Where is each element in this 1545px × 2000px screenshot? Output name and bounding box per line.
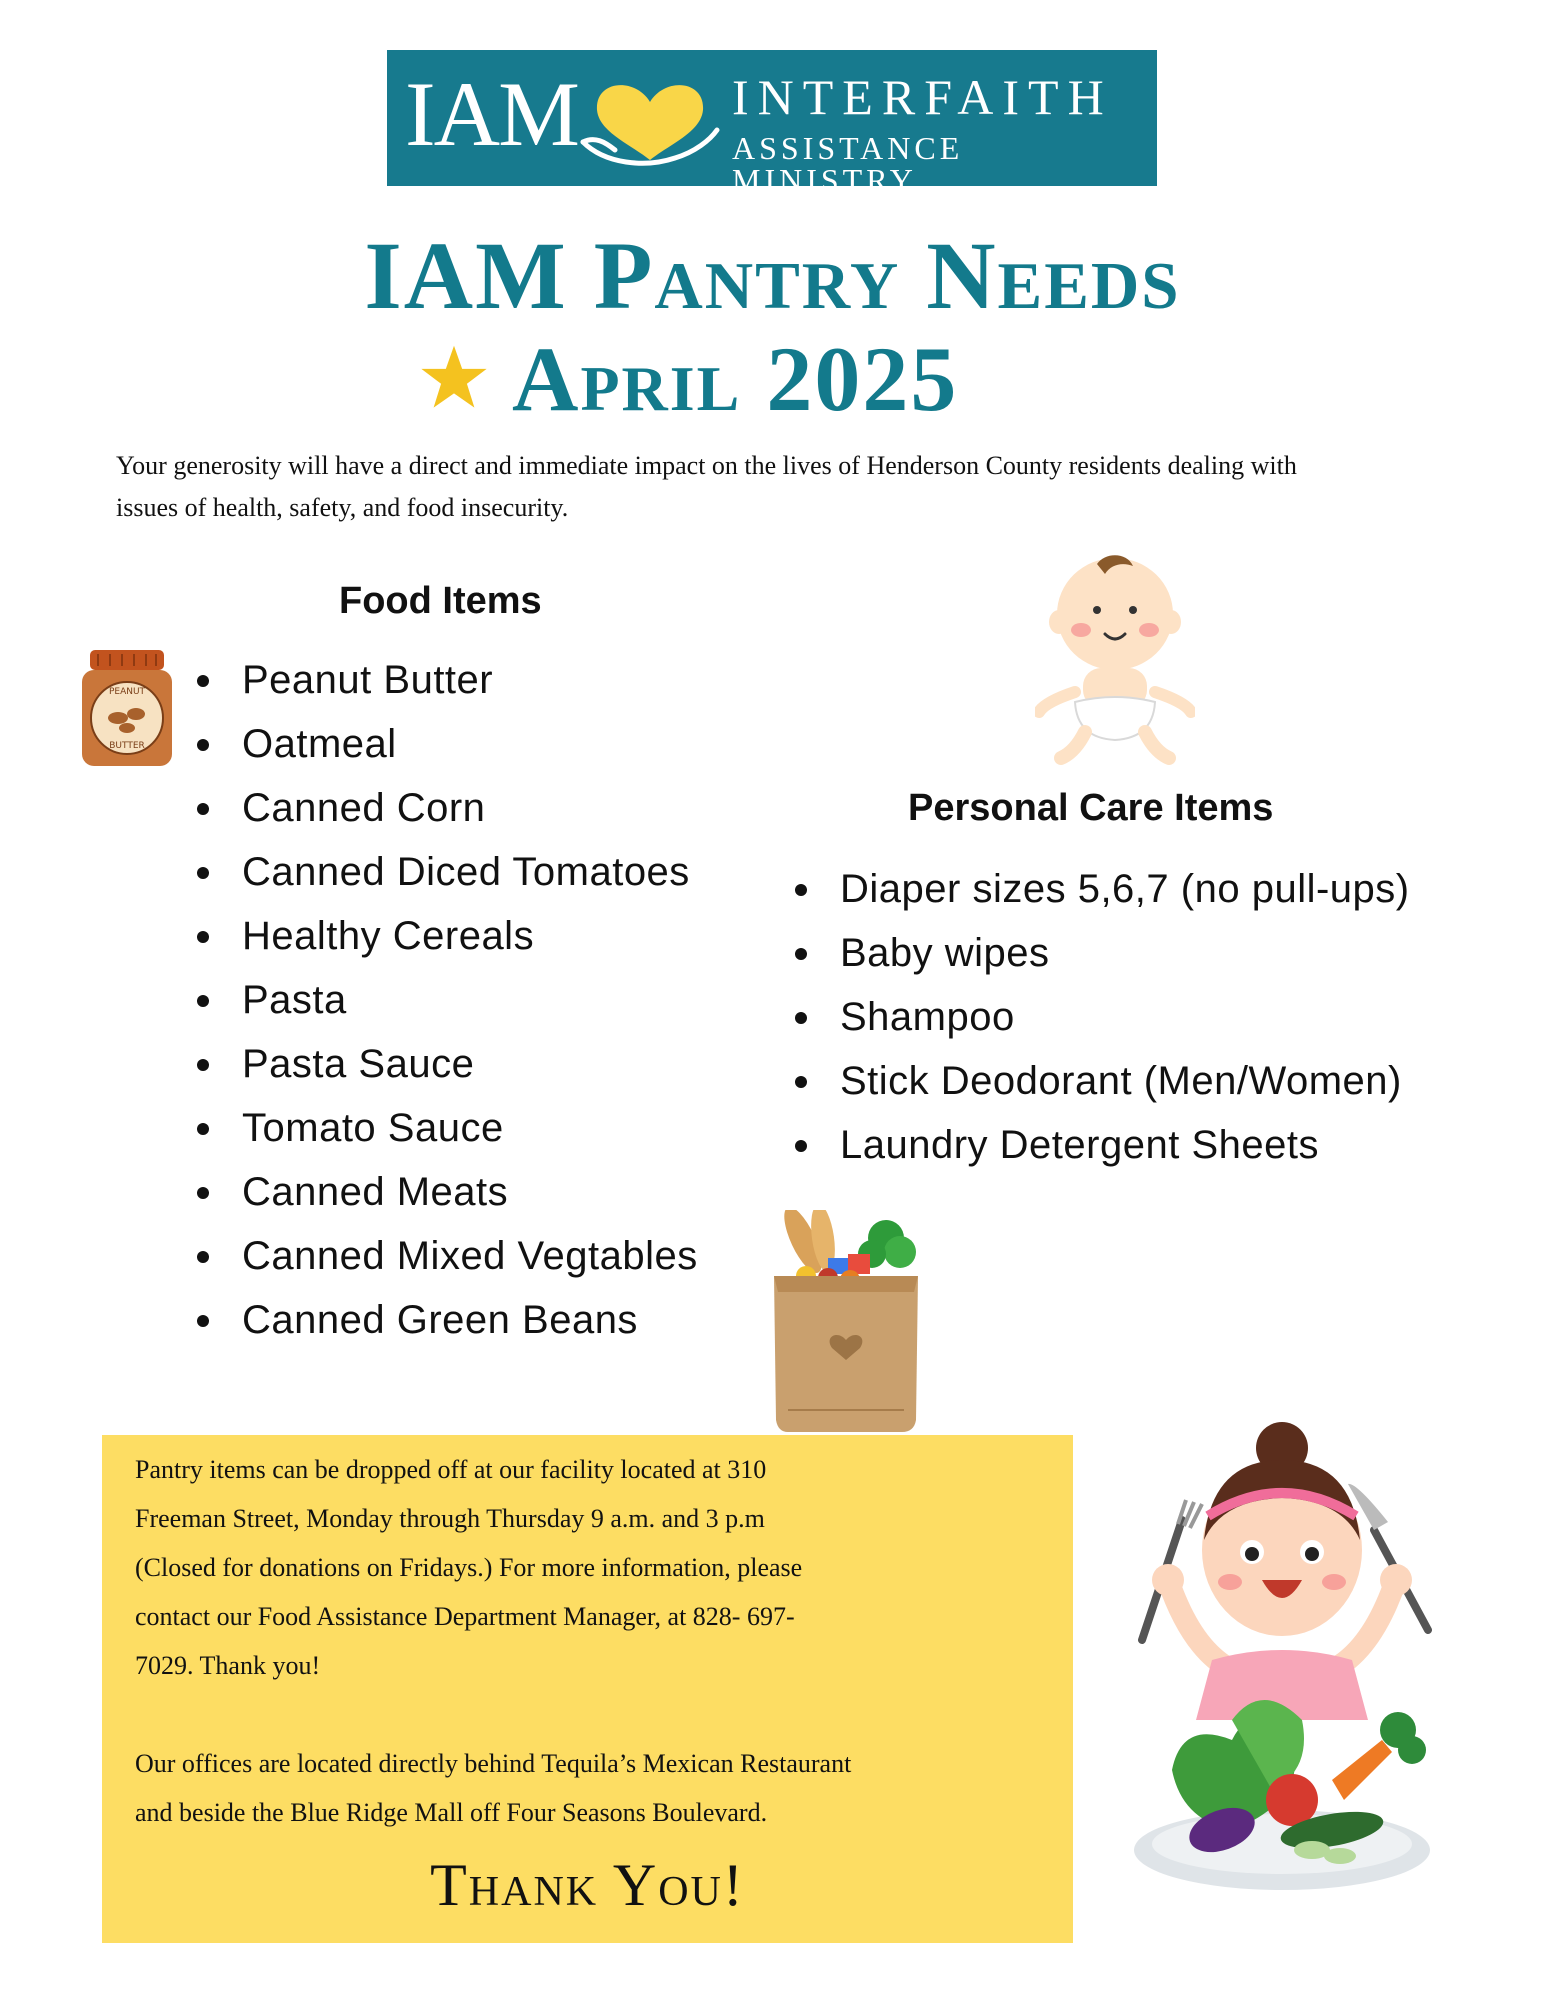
logo-line-ministry: ASSISTANCE MINISTRY <box>732 130 964 198</box>
personal-care-heading: Personal Care Items <box>908 787 1274 829</box>
logo-mark: IAM <box>405 63 578 165</box>
list-item: Stick Deodorant (Men/Women) <box>790 1049 1410 1113</box>
list-item: Canned Meats <box>192 1160 698 1224</box>
dropoff-line: contact our Food Assistance Department Manager, at 828- 697- <box>135 1602 795 1631</box>
thank-you-text: Thank You! <box>430 1852 745 1918</box>
heart-hand-icon <box>575 72 725 172</box>
page-title: IAM Pantry Needs <box>364 222 1181 329</box>
page-subtitle-date: April 2025 <box>512 328 959 430</box>
baby-in-diaper-icon <box>1035 552 1195 770</box>
list-item: Laundry Detergent Sheets <box>790 1113 1410 1177</box>
personal-care-list <box>790 857 1410 1177</box>
dropoff-info-text <box>135 1445 1035 1690</box>
office-line: Our offices are located directly behind Tequila’s Mexican Restaurant <box>135 1749 852 1778</box>
logo-banner <box>387 50 1157 198</box>
list-item: Oatmeal <box>192 712 698 776</box>
list-item: Tomato Sauce <box>192 1096 698 1160</box>
list-item: Peanut Butter <box>192 648 698 712</box>
grocery-bag-icon <box>768 1210 928 1435</box>
office-line: and beside the Blue Ridge Mall off Four Seasons Boulevard. <box>135 1798 768 1827</box>
list-item: Canned Diced Tomatoes <box>192 840 698 904</box>
list-item: Canned Mixed Vegtables <box>192 1224 698 1288</box>
dropoff-info-box <box>102 1435 1073 1943</box>
logo-line-interfaith: INTERFAITH <box>732 69 1113 125</box>
office-location-text <box>135 1739 1035 1837</box>
intro-text: Your generosity will have a direct and immediate impact on the lives of Henderson County residents dealing with issues of health, safety, and food insecurity. <box>116 451 1297 522</box>
dropoff-line: Pantry items can be dropped off at our facility located at 310 <box>135 1455 767 1484</box>
dropoff-line: (Closed for donations on Fridays.) For more information, please <box>135 1553 803 1582</box>
list-item: Canned Corn <box>192 776 698 840</box>
star-icon <box>420 343 488 411</box>
list-item: Healthy Cereals <box>192 904 698 968</box>
peanut-butter-jar-icon <box>80 648 174 768</box>
jar-label-top: PEANUT <box>108 687 146 697</box>
list-item: Diaper sizes 5,6,7 (no pull-ups) <box>790 857 1410 921</box>
list-item: Baby wipes <box>790 921 1410 985</box>
list-item: Pasta <box>192 968 698 1032</box>
list-item: Shampoo <box>790 985 1410 1049</box>
girl-with-vegetables-icon <box>1112 1420 1452 1900</box>
dropoff-line: Freeman Street, Monday through Thursday 9 a.m. and 3 p.m <box>135 1504 765 1533</box>
food-items-heading: Food Items <box>339 580 542 622</box>
jar-label-bottom: BUTTER <box>109 741 145 751</box>
list-item: Canned Green Beans <box>192 1288 698 1352</box>
list-item: Pasta Sauce <box>192 1032 698 1096</box>
dropoff-line: 7029. Thank you! <box>135 1651 321 1680</box>
food-items-list <box>192 648 698 1352</box>
